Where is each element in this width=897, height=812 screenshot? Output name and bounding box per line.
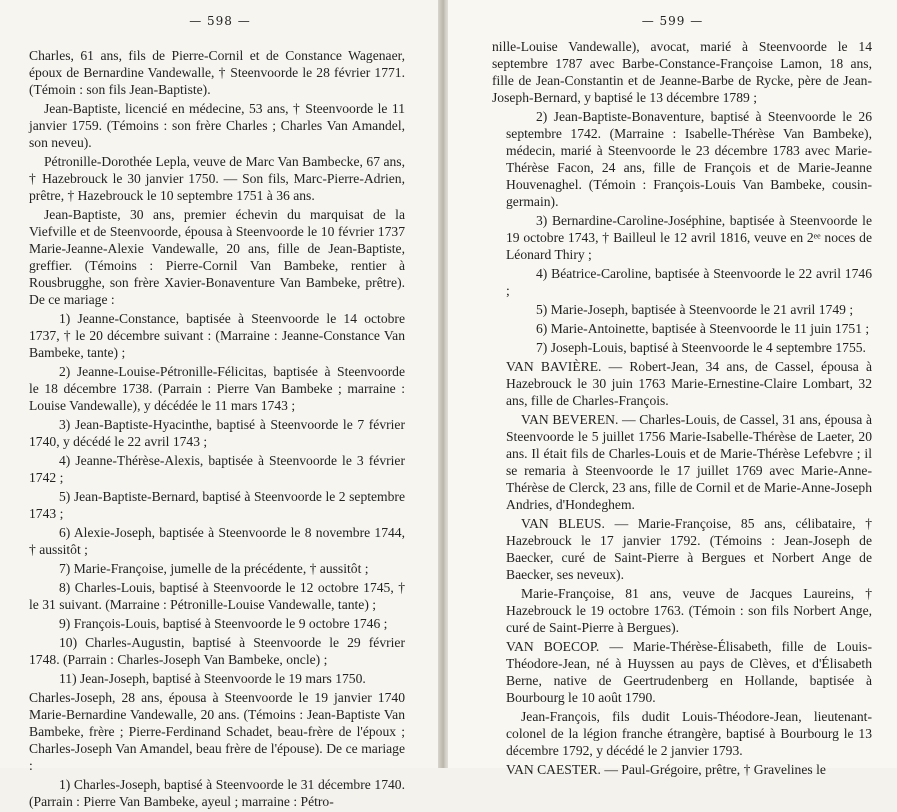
paragraph: Marie-Françoise, 81 ans, veuve de Jacques Laureins, † Hazebrouck le 19 octobre 1763. (Témoin : son fils Norbert Ange, curé de Saint-Pierre à Bergues). (506, 586, 872, 635)
list-item: 9) François-Louis, baptisé à Steenvoorde le 9 octobre 1746 ; (59, 616, 388, 631)
page-number-right: — 599 — (641, 14, 704, 28)
paragraph: VAN BLEUS. — Marie-Françoise, 85 ans, célibataire, † Hazebrouck le 17 janvier 1792. (Témoins : Jean-Joseph de Baecker, curé de Saint-Pierre à Bergues et Norbert Ange de Baecker, ses neveux). (506, 516, 872, 582)
list-item: 7) Marie-Françoise, jumelle de la précédente, † aussitôt ; (59, 561, 369, 576)
paragraph: Charles-Joseph, 28 ans, épousa à Steenvoorde le 19 janvier 1740 Marie-Bernardine Vandewalle, 20 ans. (Témoins : Jean-Baptiste Van Bambeke, frère ; Pierre-Ferdinand Schadet, beau-frère de l'époux ; Charles-Joseph Van Amandel, beau frère de l'épouse). De ce mariage : (29, 690, 405, 773)
list-item: 5) Jean-Baptiste-Bernard, baptisé à Steenvoorde le 2 septembre 1743 ; (29, 489, 405, 521)
list-item: 6) Marie-Antoinette, baptisée à Steenvoorde le 11 juin 1751 ; (536, 321, 870, 336)
paragraph: VAN BAVIÈRE. — Robert-Jean, 34 ans, de Cassel, épousa à Hazebrouck le 30 juin 1763 Marie-Ernestine-Claire Lombart, 32 ans, fille de Charles-François. (506, 359, 872, 408)
list-item: 1) Charles-Joseph, baptisé à Steenvoorde le 31 décembre 1740. (Parrain : Pierre Van Bambeke, ayeul ; marraine : Pétro- (29, 777, 405, 809)
list-item: 8) Charles-Louis, baptisé à Steenvoorde le 12 octobre 1745, † le 31 suivant. (Marraine : Pétronille-Louise Vandewalle, tante) ; (29, 580, 405, 612)
page-number-left: — 598 — (189, 14, 251, 28)
paragraph: nille-Louise Vandewalle), avocat, marié à Steenvoorde le 14 septembre 1787 avec Barbe-Constance-Françoise Lamon, 18 ans, fille de Jean-Constantin et de Jeanne-Barbe de Rycke, père de Jean-Joseph-Bernard, y baptisé le 13 décembre 1789 ; (492, 39, 872, 105)
list-item: 4) Jeanne-Thérèse-Alexis, baptisée à Steenvoorde le 3 février 1742 ; (29, 453, 405, 485)
list-item: 4) Béatrice-Caroline, baptisée à Steenvoorde le 22 avril 1746 ; (506, 266, 872, 298)
list-item: 11) Jean-Joseph, baptisé à Steenvoorde le 19 mars 1750. (59, 671, 366, 686)
right-page (448, 0, 897, 777)
paragraph: VAN BEVEREN. — Charles-Louis, de Cassel, 31 ans, épousa à Steenvoorde le 5 juillet 1756 Marie-Isabelle-Thérèse de Laeter, 20 ans. Il était fils de Charles-Louis et de Marie-Thérèse Lefebvre ; il se remaria à Steenvoorde le 17 juillet 1769 avec Marie-Anne-Thérèse de Clerck, 23 ans, fille de Cornil et de Marie-Anne-Joseph Andries, d'Hondeghem. (506, 412, 872, 512)
left-page (0, 0, 440, 809)
list-item: 6) Alexie-Joseph, baptisée à Steenvoorde le 8 novembre 1744, † aussitôt ; (29, 525, 405, 557)
paragraph: Pétronille-Dorothée Lepla, veuve de Marc Van Bambecke, 67 ans, † Hazebrouck le 30 janvier 1750. — Son fils, Marc-Pierre-Adrien, prêtre, † Hazebrouck le 10 septembre 1751 à 36 ans. (29, 154, 405, 203)
list-item: 3) Jean-Baptiste-Hyacinthe, baptisé à Steenvoorde le 7 février 1740, y décédé le 22 avril 1743 ; (29, 417, 405, 449)
list-item: 2) Jeanne-Louise-Pétronille-Félicitas, baptisée à Steenvoorde le 18 décembre 1738. (Parrain : Pierre Van Bambeke ; marraine : Louise Vandewalle), y décédée le 11 mars 1743 ; (29, 364, 405, 413)
list-item: 10) Charles-Augustin, baptisé à Steenvoorde le 29 février 1748. (Parrain : Charles-Joseph Van Bambeke, oncle) ; (29, 635, 405, 667)
paragraph: VAN BOECOP. — Marie-Thérèse-Élisabeth, fille de Louis-Théodore-Jean, né à Huyssen au pays de Clèves, et d'Élisabeth Berne, native de Geertrudenberg en Hollande, baptisée à Bourbourg le 10 août 1790. (506, 639, 872, 705)
list-item: 2) Jean-Baptiste-Bonaventure, baptisé à Steenvoorde le 26 septembre 1742. (Marraine : Isabelle-Thérèse Van Bambeke), médecin, marié à Steenvoorde le 23 décembre 1783 avec Marie-Thérèse Facon, 24 ans, fille de François et de Marie-Jeanne Houvenaghel. (Témoin : François-Louis Van Bambeke, cousin-germain). (506, 109, 872, 209)
paragraph: Jean-François, fils dudit Louis-Théodore-Jean, lieutenant-colonel de la légion franche étrangère, baptisé à Bourbourg le 13 décembre 1792, y décédé le 2 janvier 1793. (506, 709, 872, 758)
paragraph: VAN CAESTER. — Paul-Grégoire, prêtre, † Gravelines le (506, 762, 826, 777)
paragraph: Jean-Baptiste, licencié en médecine, 53 ans, † Steenvoorde le 11 janvier 1759. (Témoins : son frère Charles ; Charles Van Amandel, son neveu). (29, 101, 405, 150)
paragraph: Jean-Baptiste, 30 ans, premier échevin du marquisat de la Viefville et de Steenvoorde, épousa à Steenvoorde le 10 février 1737 Marie-Jeanne-Alexie Vandewalle, 20 ans, fille de Jean-Baptiste, greffier. (Témoins : Pierre-Cornil Van Bambeke, rentier à Rousbrugghe, son frère Xavier-Bonaventure Van Bambeke, prêtre). De ce mariage : (29, 207, 405, 307)
paragraph: Charles, 61 ans, fils de Pierre-Cornil et de Constance Wagenaer, époux de Bernardine Vandewalle, † Steenvoorde le 28 février 1771. (Témoin : son fils Jean-Baptiste). (29, 48, 405, 97)
left-text-column (29, 47, 405, 812)
list-item: 3) Bernardine-Caroline-Joséphine, baptisée à Steenvoorde le 19 octobre 1743, † Bailleul le 12 avril 1816, veuve en 2ᵉᵉ noces de Léonard Thiry ; (506, 213, 872, 262)
list-item: 7) Joseph-Louis, baptisé à Steenvoorde le 4 septembre 1755. (536, 340, 866, 355)
right-text-column (492, 38, 872, 780)
list-item: 5) Marie-Joseph, baptisée à Steenvoorde le 21 avril 1749 ; (536, 302, 854, 317)
list-item: 1) Jeanne-Constance, baptisée à Steenvoorde le 14 octobre 1737, † le 20 décembre suivant : (Marraine : Jeanne-Constance Van Bambeke, tante) ; (29, 311, 405, 360)
